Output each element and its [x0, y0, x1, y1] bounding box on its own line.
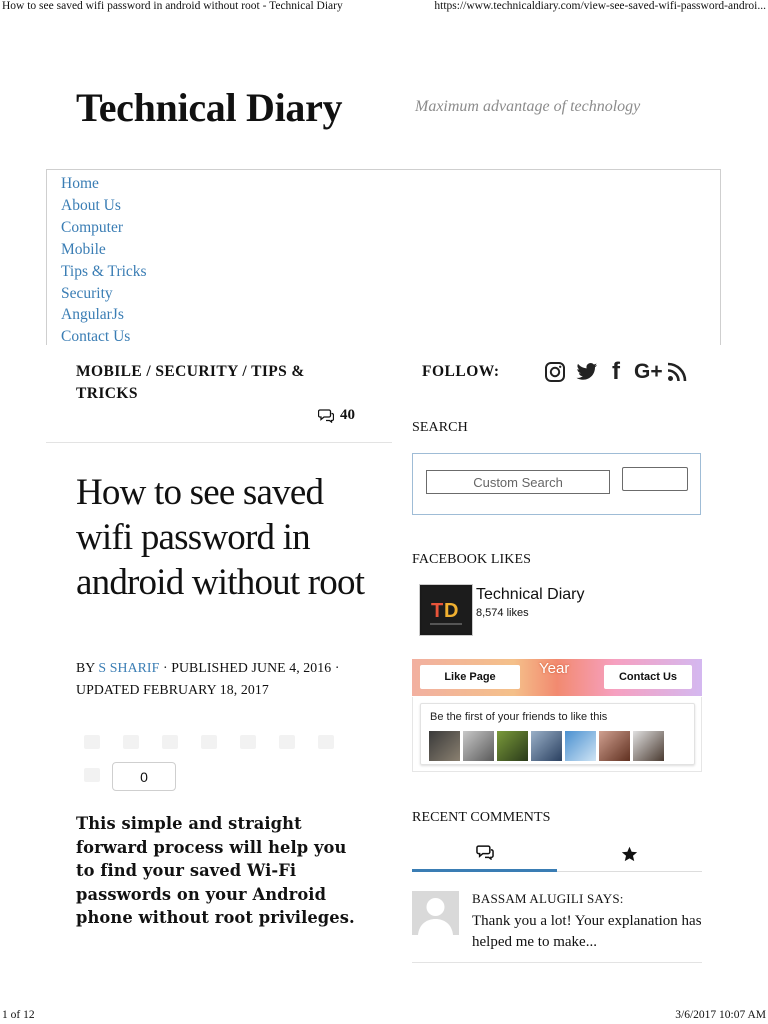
comments-icon [318, 409, 334, 423]
fb-friends-panel [412, 697, 702, 772]
share-total-icon [84, 768, 100, 782]
search-button[interactable] [622, 467, 688, 491]
tab-recent-comments[interactable] [412, 836, 557, 872]
nav-item-angularjs[interactable]: AngularJs [61, 306, 124, 324]
print-footer [2, 1009, 766, 1023]
search-input[interactable]: Custom Search [426, 470, 610, 494]
fb-friends-text: Be the first of your friends to like this [430, 711, 608, 723]
avatar[interactable] [497, 731, 528, 761]
author-link[interactable]: S SHARIF [98, 660, 160, 675]
follow-label: FOLLOW: [422, 363, 500, 380]
share-button[interactable] [123, 735, 139, 749]
post-categories[interactable]: MOBILE / SECURITY / TIPS & TRICKS [76, 363, 305, 402]
fb-page-name[interactable]: Technical Diary [476, 586, 585, 603]
nav-list [61, 173, 147, 348]
print-header-url: https://www.technicaldiary.com/view-see-saved-wifi-password-androi... [434, 0, 766, 12]
nav-item-contact-us[interactable]: Contact Us [61, 328, 131, 346]
main-navigation [46, 169, 721, 345]
recent-comments-heading: RECENT COMMENTS [412, 810, 551, 825]
avatar[interactable] [463, 731, 494, 761]
instagram-icon[interactable] [544, 361, 566, 383]
share-button[interactable] [240, 735, 256, 749]
google-plus-icon[interactable]: G+ [634, 360, 663, 383]
search-widget [412, 453, 701, 515]
twitter-icon[interactable] [576, 362, 598, 382]
comment-tabs [412, 836, 702, 872]
page-indicator: 1 of 12 [2, 1009, 35, 1021]
share-buttons [84, 735, 334, 749]
avatar[interactable] [633, 731, 664, 761]
social-icons [544, 358, 687, 386]
search-heading: SEARCH [412, 420, 468, 435]
avatar[interactable] [429, 731, 460, 761]
post-byline [76, 657, 376, 701]
avatar[interactable] [599, 731, 630, 761]
post-header-divider [46, 442, 392, 443]
share-button[interactable] [318, 735, 334, 749]
site-title[interactable]: Technical Diary [76, 85, 343, 130]
svg-text:T: T [431, 600, 444, 622]
post-intro: This simple and straight forward process will help you to find your saved Wi-Fi passwords on your Android phone without root privileges. [76, 814, 355, 927]
site-tagline: Maximum advantage of technology [415, 98, 641, 115]
nav-item-about-us[interactable]: About Us [61, 196, 121, 214]
fb-page-logo[interactable] [420, 585, 472, 635]
comment-divider [412, 962, 702, 963]
fb-like-page-label: Like Page [444, 671, 496, 683]
post-title: How to see saved wifi password in android without root [76, 472, 365, 603]
commenter-avatar [412, 891, 459, 935]
avatar[interactable] [531, 731, 562, 761]
fb-likes-count: 8,574 likes [476, 607, 529, 619]
share-button[interactable] [84, 735, 100, 749]
nav-item-security[interactable]: Security [61, 284, 113, 302]
print-header-title: How to see saved wifi password in android without root - Technical Diary [2, 0, 343, 12]
avatar[interactable] [565, 731, 596, 761]
share-button[interactable] [279, 735, 295, 749]
tab-popular[interactable] [557, 836, 702, 872]
share-counter: 0 [112, 762, 176, 791]
share-button[interactable] [162, 735, 178, 749]
svg-text:D: D [444, 600, 459, 622]
nav-item-mobile[interactable]: Mobile [61, 240, 106, 258]
facebook-likes-heading: FACEBOOK LIKES [412, 552, 531, 567]
comments-icon [476, 845, 494, 860]
print-timestamp: 3/6/2017 10:07 AM [675, 1009, 766, 1021]
nav-item-computer[interactable]: Computer [61, 218, 123, 236]
facebook-icon[interactable]: f [612, 358, 620, 385]
fb-contact-button[interactable] [604, 665, 692, 689]
share-button[interactable] [201, 735, 217, 749]
fb-contact-label: Contact Us [618, 671, 678, 683]
nav-item-home[interactable]: Home [61, 175, 99, 192]
fb-cover-banner [412, 659, 702, 696]
nav-item-tips-tricks[interactable]: Tips & Tricks [61, 262, 147, 280]
byline-prefix: BY [76, 660, 99, 675]
fb-friend-avatars [429, 731, 664, 761]
print-header [2, 0, 766, 16]
comment-excerpt[interactable]: Thank you a lot! Your explanation has helped me to make... [472, 913, 702, 950]
comment-count-value: 40 [340, 407, 355, 423]
fb-banner-text: Year [539, 660, 570, 677]
rss-icon[interactable] [667, 362, 687, 382]
comment-author: BASSAM ALUGILI SAYS: [472, 891, 624, 906]
fb-like-page-button[interactable] [420, 665, 520, 689]
comment-count[interactable] [318, 407, 355, 424]
fb-friends-card [420, 703, 695, 765]
byline-dates: · PUBLISHED JUNE 4, 2016 · UPDATED FEBRUARY 18, 2017 [76, 660, 340, 697]
star-icon [621, 846, 638, 862]
